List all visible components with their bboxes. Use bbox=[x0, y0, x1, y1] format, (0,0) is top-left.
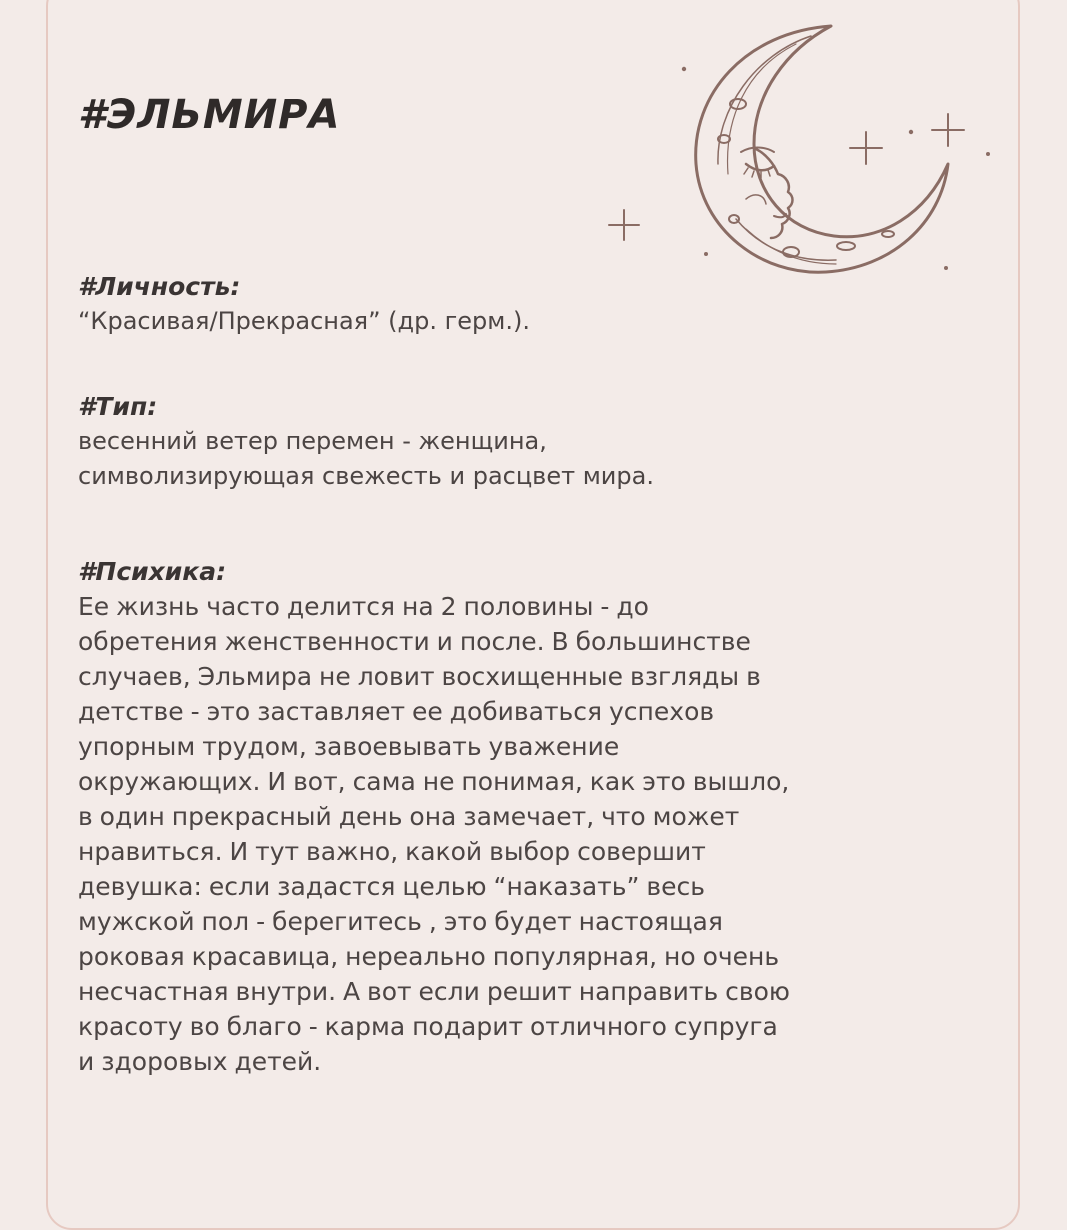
section-text-personality: “Красивая/Прекрасная” (др. герм.). bbox=[78, 307, 530, 335]
section-personality bbox=[78, 270, 530, 339]
section-psyche bbox=[78, 555, 790, 1079]
section-heading-psyche: #Психика: bbox=[78, 557, 227, 586]
section-heading-personality: #Личность: bbox=[78, 272, 241, 301]
section-text-type: весенний ветер перемен - женщина, символизирующая свежесть и расцвет мира. bbox=[78, 427, 654, 490]
page-title: #ЭЛЬМИРА bbox=[78, 92, 341, 138]
section-heading-type: #Тип: bbox=[78, 392, 158, 421]
section-text-psyche: Ее жизнь часто делится на 2 половины - до обретения женственности и после. В большинстве случаев, Эльмира не ловит восхищенные взгляды в детстве - это заставляет ее добиваться успехов упорным трудом, завоевывать уважение окружающих. И вот, сама не понимая, как это вышло, в один прекрасный день она замечает, что может нравиться. И тут важно, какой выбор совершит девушка: если задастся целью “наказать” весь мужской пол - берегитесь , это будет настоящая роковая красавица, нереально популярная, но очень несчастная внутри. А вот если решит направить свою красоту во благо - карма подарит отличного супруга и здоровых детей. bbox=[78, 592, 790, 1076]
crescent-moon-face-icon bbox=[596, 14, 1006, 284]
section-type bbox=[78, 390, 654, 494]
